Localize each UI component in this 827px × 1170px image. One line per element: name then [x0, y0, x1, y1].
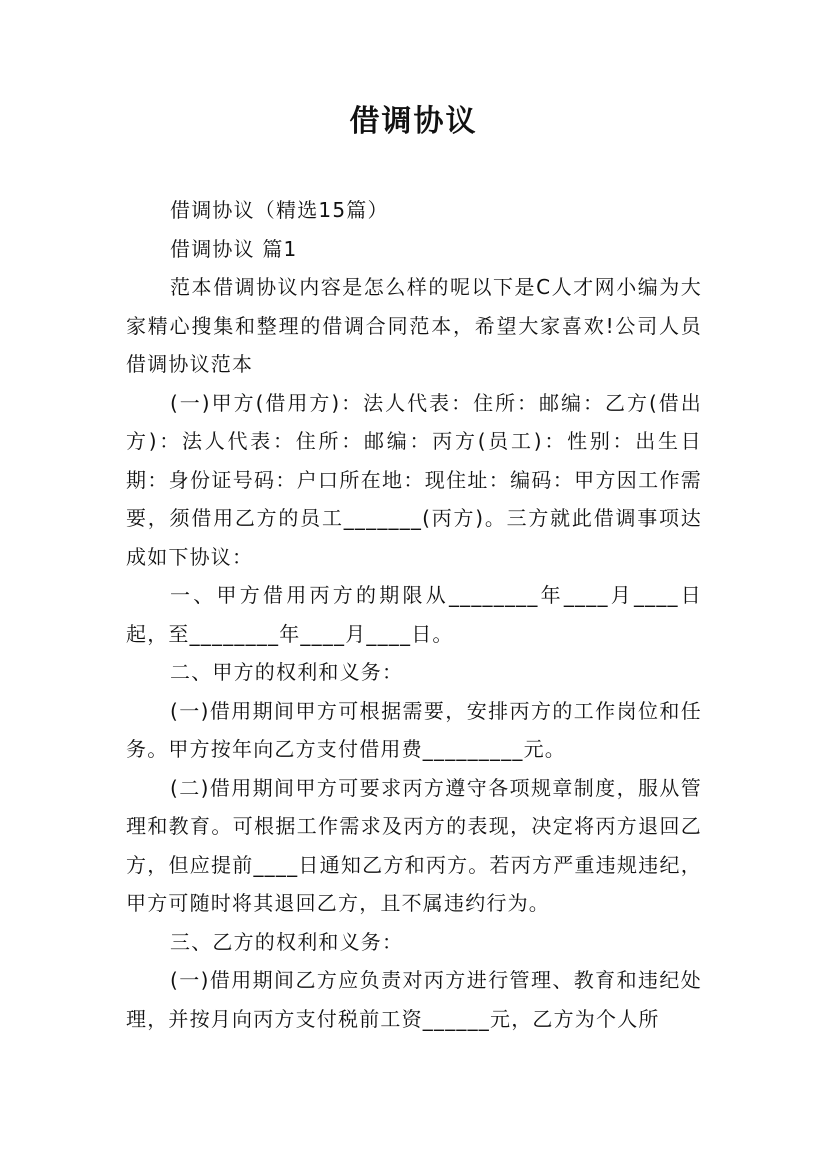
paragraph-subtitle: 借调协议（精选15篇）: [170, 198, 389, 222]
paragraph-section-party-a: 二、甲方的权利和义务：: [170, 660, 404, 684]
paragraph-party-b-clause-1: (一)借用期间乙方应负责对丙方进行管理、教育和违纪处理，并按月向丙方支付税前工资______元，乙方为个人所: [126, 968, 702, 1031]
paragraph-parties: (一)甲方(借用方)：法人代表：住所：邮编：乙方(借出方)：法人代表：住所：邮编：丙方(员工)：性别：出生日期：身份证号码：户口所在地：现住址：编码：甲方因工作需要，须借用乙方的员工_______(丙方)。三方就此借调事项达成如下协议：: [126, 390, 702, 569]
document-body: [126, 191, 702, 1038]
paragraph-party-a-clause-2: (二)借用期间甲方可要求丙方遵守各项规章制度，服从管理和教育。可根据工作需求及丙方的表现，决定将丙方退回乙方，但应提前____日通知乙方和丙方。若丙方严重违规违纪，甲方可随时将其退回乙方，且不属违约行为。: [126, 775, 702, 915]
paragraph-section-party-b: 三、乙方的权利和义务：: [170, 929, 404, 954]
paragraph-party-a-clause-1: (一)借用期间甲方可根据需要，安排丙方的工作岗位和任务。甲方按年向乙方支付借用费_________元。: [126, 698, 702, 761]
paragraph-intro: 范本借调协议内容是怎么样的呢以下是C人才网小编为大家精心搜集和整理的借调合同范本，希望大家喜欢!公司人员借调协议范本: [126, 275, 702, 376]
paragraph-term: 一、甲方借用丙方的期限从________年____月____日起，至________年____月____日。: [126, 583, 702, 646]
paragraph-heading: 借调协议 篇1: [170, 236, 298, 261]
document-title: 借调协议: [349, 104, 478, 139]
